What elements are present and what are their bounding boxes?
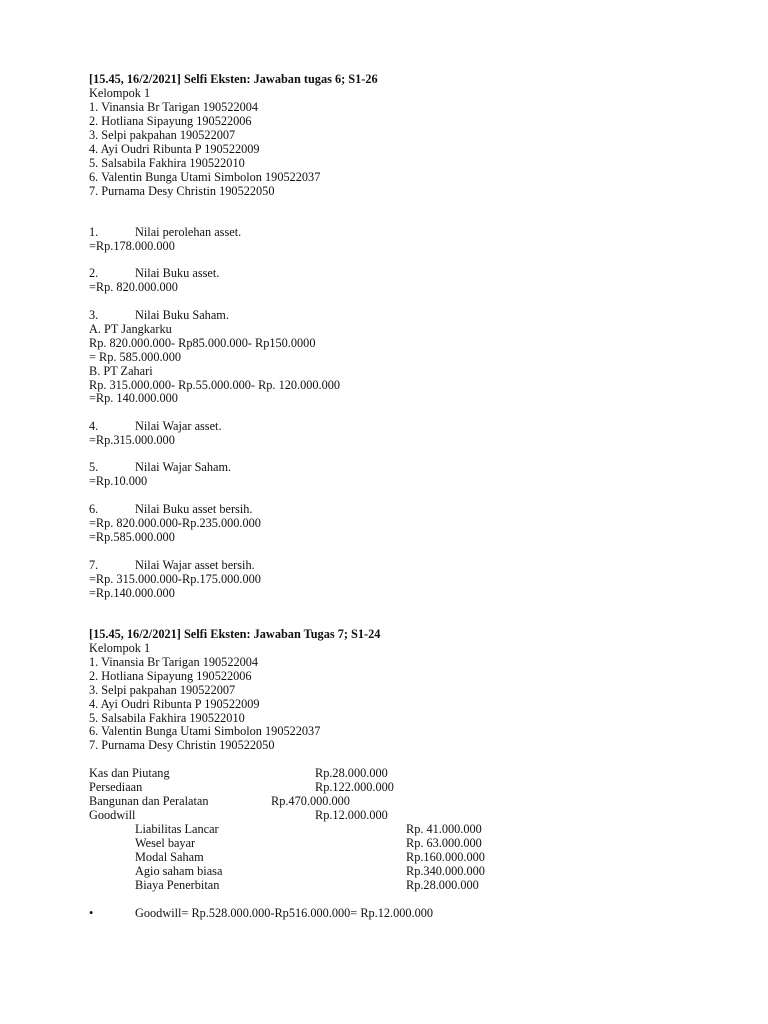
answer-line: =Rp.140.000.000 [89, 586, 175, 600]
company-label: B. PT Zahari [89, 364, 153, 378]
question-title: Nilai Wajar asset bersih. [135, 558, 255, 572]
calc-line: =Rp. 315.000.000-Rp.175.000.000 [89, 572, 261, 586]
journal-credit-label: Liabilitas Lancar [135, 822, 219, 836]
journal-debit-label: Kas dan Piutang [89, 766, 170, 780]
member-item: 7. Purnama Desy Christin 190522050 [89, 738, 275, 752]
journal-debit-amount: Rp.12.000.000 [315, 808, 388, 822]
question-number: 4. [89, 419, 99, 433]
member-item: 5. Salsabila Fakhira 190522010 [89, 156, 245, 170]
journal-credit-amount: Rp.160.000.000 [406, 850, 485, 864]
section2-group: Kelompok 1 [89, 641, 151, 655]
member-item: 1. Vinansia Br Tarigan 190522004 [89, 100, 259, 114]
journal-credit-amount: Rp.340.000.000 [406, 864, 485, 878]
question-number: 2. [89, 266, 99, 280]
answer-line: =Rp.10.000 [89, 474, 148, 488]
journal-credit-amount: Rp. 41.000.000 [406, 822, 482, 836]
member-item: 3. Selpi pakpahan 190522007 [89, 683, 236, 697]
journal-credit-label: Agio saham biasa [135, 864, 223, 878]
section1-header: [15.45, 16/2/2021] Selfi Eksten: Jawaban tugas 6; S1-26 [89, 72, 378, 86]
member-item: 4. Ayi Oudri Ribunta P 190522009 [89, 697, 260, 711]
question-title: Nilai Buku asset. [135, 266, 220, 280]
question-number: 7. [89, 558, 99, 572]
journal-credit-amount: Rp. 63.000.000 [406, 836, 482, 850]
bullet-icon: • [89, 906, 94, 920]
calc-line: Rp. 315.000.000- Rp.55.000.000- Rp. 120.000.000 [89, 378, 341, 392]
journal-debit-label: Goodwill [89, 808, 136, 822]
journal-debit-amount: Rp.122.000.000 [315, 780, 394, 794]
section2-header: [15.45, 16/2/2021] Selfi Eksten: Jawaban Tugas 7; S1-24 [89, 627, 381, 641]
journal-credit-label: Biaya Penerbitan [135, 878, 220, 892]
question-title: Nilai Buku Saham. [135, 308, 229, 322]
question-title: Nilai Wajar asset. [135, 419, 222, 433]
company-label: A. PT Jangkarku [89, 322, 172, 336]
member-item: 2. Hotliana Sipayung 190522006 [89, 669, 252, 683]
question-number: 5. [89, 460, 99, 474]
question-title: Nilai perolehan asset. [135, 225, 242, 239]
answer-line: =Rp. 820.000.000 [89, 280, 178, 294]
answer-line: =Rp.178.000.000 [89, 239, 175, 253]
goodwill-note: Goodwill= Rp.528.000.000-Rp516.000.000= Rp.12.000.000 [135, 906, 434, 920]
member-item: 6. Valentin Bunga Utami Simbolon 190522037 [89, 170, 321, 184]
answer-line: =Rp. 140.000.000 [89, 391, 178, 405]
question-title: Nilai Wajar Saham. [135, 460, 232, 474]
member-item: 3. Selpi pakpahan 190522007 [89, 128, 236, 142]
calc-line: =Rp. 820.000.000-Rp.235.000.000 [89, 516, 261, 530]
member-item: 1. Vinansia Br Tarigan 190522004 [89, 655, 259, 669]
journal-debit-amount: Rp.28.000.000 [315, 766, 388, 780]
question-number: 1. [89, 225, 99, 239]
question-number: 6. [89, 502, 99, 516]
section1-group: Kelompok 1 [89, 86, 151, 100]
member-item: 6. Valentin Bunga Utami Simbolon 190522037 [89, 724, 321, 738]
journal-credit-label: Modal Saham [135, 850, 204, 864]
member-item: 5. Salsabila Fakhira 190522010 [89, 711, 245, 725]
journal-credit-amount: Rp.28.000.000 [406, 878, 479, 892]
member-item: 2. Hotliana Sipayung 190522006 [89, 114, 252, 128]
member-item: 4. Ayi Oudri Ribunta P 190522009 [89, 142, 260, 156]
answer-line: =Rp.585.000.000 [89, 530, 175, 544]
journal-debit-label: Persediaan [89, 780, 143, 794]
journal-debit-amount: Rp.470.000.000 [271, 794, 350, 808]
answer-line: = Rp. 585.000.000 [89, 350, 181, 364]
journal-credit-label: Wesel bayar [135, 836, 196, 850]
member-item: 7. Purnama Desy Christin 190522050 [89, 184, 275, 198]
question-number: 3. [89, 308, 99, 322]
calc-line: Rp. 820.000.000- Rp85.000.000- Rp150.0000 [89, 336, 316, 350]
answer-line: =Rp.315.000.000 [89, 433, 175, 447]
journal-debit-label: Bangunan dan Peralatan [89, 794, 209, 808]
question-title: Nilai Buku asset bersih. [135, 502, 253, 516]
